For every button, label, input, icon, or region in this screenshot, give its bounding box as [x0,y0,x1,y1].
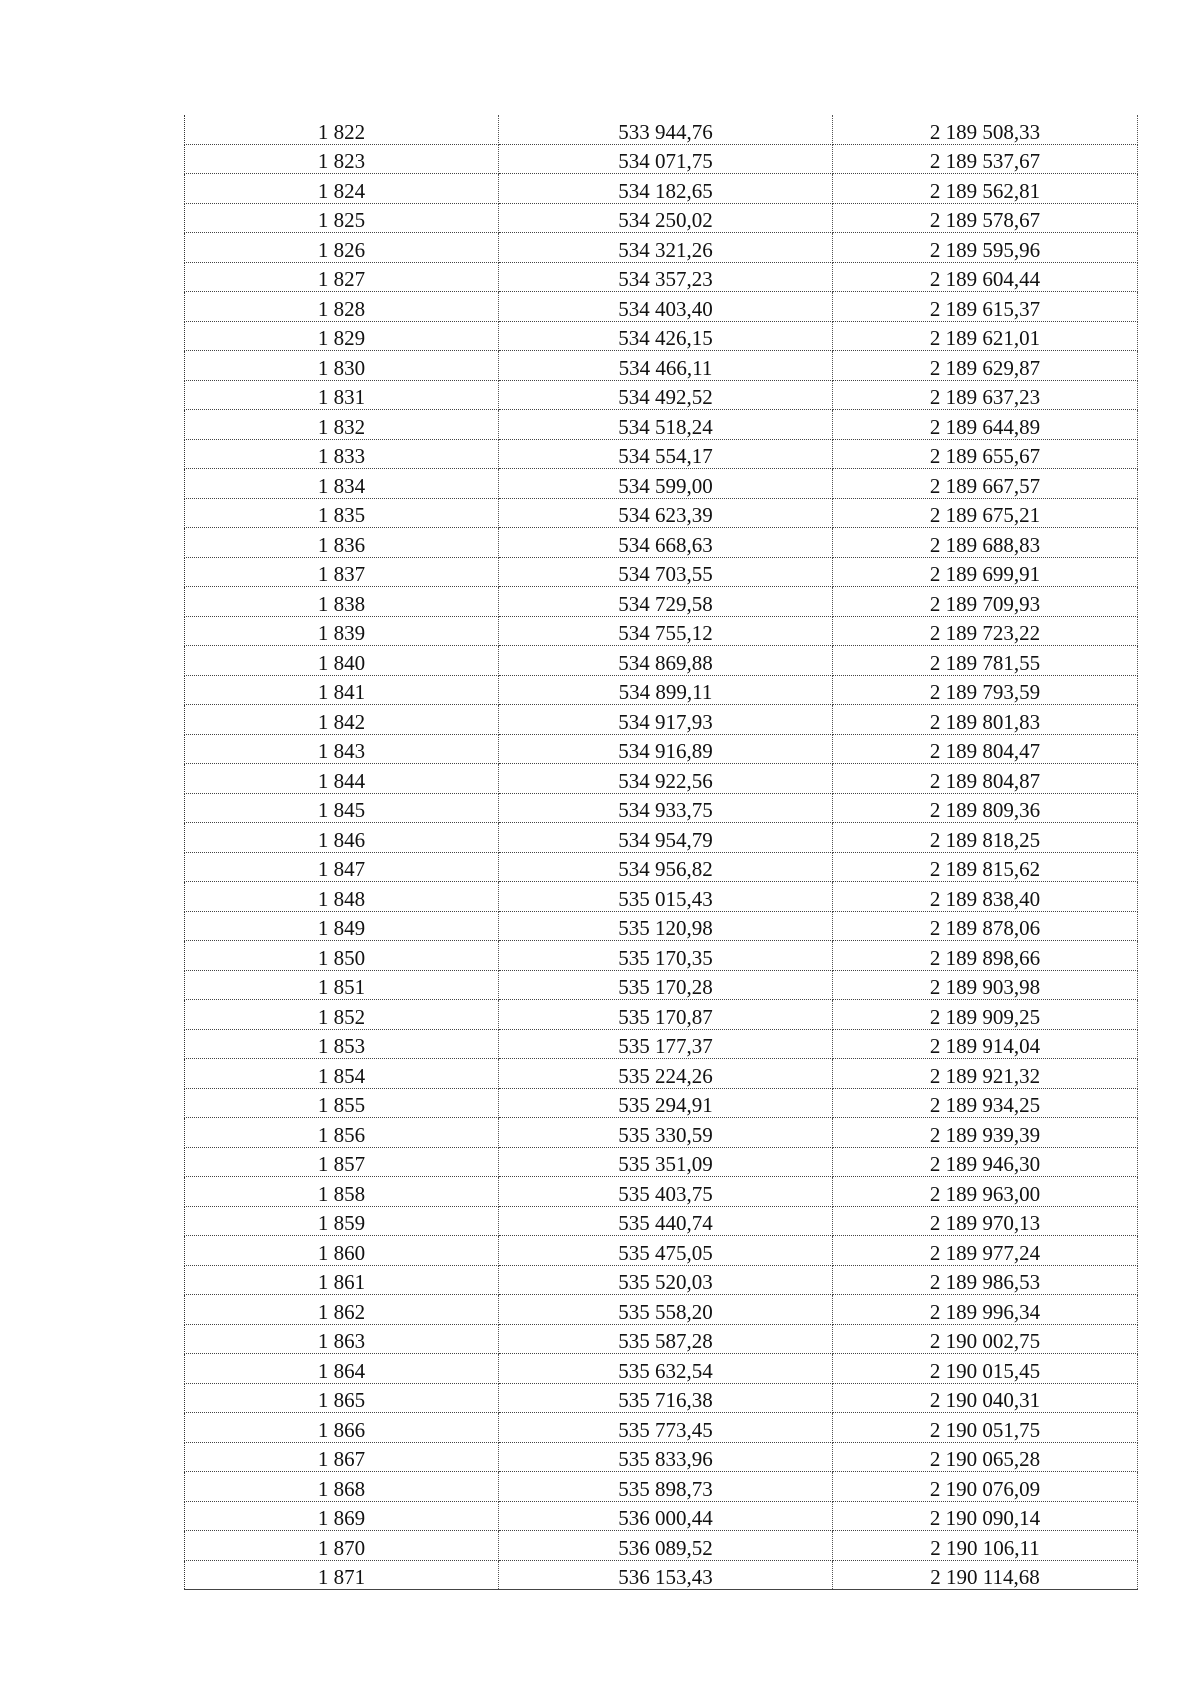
y-coordinate-cell: 2 189 604,44 [833,262,1138,292]
table-row [185,469,1138,499]
point-number-cell: 1 848 [185,882,499,912]
table-row [185,646,1138,676]
point-number-cell: 1 831 [185,380,499,410]
point-number-cell: 1 868 [185,1472,499,1502]
coordinates-table [184,115,1138,1590]
y-coordinate-cell: 2 189 818,25 [833,823,1138,853]
y-coordinate-cell: 2 189 801,83 [833,705,1138,735]
point-number-cell: 1 822 [185,115,499,144]
x-coordinate-cell: 535 440,74 [499,1206,833,1236]
y-coordinate-cell: 2 189 898,66 [833,941,1138,971]
x-coordinate-cell: 534 899,11 [499,675,833,705]
table-row [185,823,1138,853]
x-coordinate-cell: 534 357,23 [499,262,833,292]
point-number-cell: 1 835 [185,498,499,528]
x-coordinate-cell: 535 403,75 [499,1177,833,1207]
x-coordinate-cell: 534 426,15 [499,321,833,351]
x-coordinate-cell: 535 773,45 [499,1413,833,1443]
x-coordinate-cell: 535 015,43 [499,882,833,912]
x-coordinate-cell: 535 558,20 [499,1295,833,1325]
y-coordinate-cell: 2 190 040,31 [833,1383,1138,1413]
x-coordinate-cell: 535 170,87 [499,1000,833,1030]
point-number-cell: 1 850 [185,941,499,971]
y-coordinate-cell: 2 189 963,00 [833,1177,1138,1207]
table-row [185,941,1138,971]
y-coordinate-cell: 2 189 793,59 [833,675,1138,705]
point-number-cell: 1 851 [185,970,499,1000]
y-coordinate-cell: 2 189 615,37 [833,292,1138,322]
table-row [185,144,1138,174]
point-number-cell: 1 827 [185,262,499,292]
table-row [185,380,1138,410]
table-row [185,675,1138,705]
y-coordinate-cell: 2 190 090,14 [833,1501,1138,1531]
table-row [185,1324,1138,1354]
y-coordinate-cell: 2 189 946,30 [833,1147,1138,1177]
table-row [185,439,1138,469]
point-number-cell: 1 856 [185,1118,499,1148]
x-coordinate-cell: 535 520,03 [499,1265,833,1295]
point-number-cell: 1 852 [185,1000,499,1030]
x-coordinate-cell: 535 120,98 [499,911,833,941]
point-number-cell: 1 862 [185,1295,499,1325]
x-coordinate-cell: 534 250,02 [499,203,833,233]
x-coordinate-cell: 534 922,56 [499,764,833,794]
point-number-cell: 1 842 [185,705,499,735]
y-coordinate-cell: 2 189 970,13 [833,1206,1138,1236]
x-coordinate-cell: 535 224,26 [499,1059,833,1089]
table-row [185,970,1138,1000]
point-number-cell: 1 840 [185,646,499,676]
table-row [185,292,1138,322]
point-number-cell: 1 832 [185,410,499,440]
point-number-cell: 1 826 [185,233,499,263]
y-coordinate-cell: 2 189 629,87 [833,351,1138,381]
y-coordinate-cell: 2 189 903,98 [833,970,1138,1000]
point-number-cell: 1 866 [185,1413,499,1443]
y-coordinate-cell: 2 189 699,91 [833,557,1138,587]
table-row [185,351,1138,381]
y-coordinate-cell: 2 190 051,75 [833,1413,1138,1443]
table-row [185,1029,1138,1059]
point-number-cell: 1 854 [185,1059,499,1089]
x-coordinate-cell: 536 089,52 [499,1531,833,1561]
table-row [185,1000,1138,1030]
point-number-cell: 1 829 [185,321,499,351]
y-coordinate-cell: 2 190 076,09 [833,1472,1138,1502]
table-row [185,734,1138,764]
table-row [185,498,1138,528]
x-coordinate-cell: 534 403,40 [499,292,833,322]
y-coordinate-cell: 2 189 709,93 [833,587,1138,617]
point-number-cell: 1 847 [185,852,499,882]
table-row [185,1354,1138,1384]
x-coordinate-cell: 534 956,82 [499,852,833,882]
x-coordinate-cell: 534 321,26 [499,233,833,263]
table-row [185,793,1138,823]
y-coordinate-cell: 2 189 838,40 [833,882,1138,912]
table-row [185,1059,1138,1089]
table-row [185,557,1138,587]
table-row [185,1531,1138,1561]
x-coordinate-cell: 535 587,28 [499,1324,833,1354]
x-coordinate-cell: 534 668,63 [499,528,833,558]
table-row [185,1206,1138,1236]
y-coordinate-cell: 2 189 804,47 [833,734,1138,764]
coordinates-table-body [185,115,1138,1590]
y-coordinate-cell: 2 189 562,81 [833,174,1138,204]
y-coordinate-cell: 2 189 815,62 [833,852,1138,882]
table-row [185,1442,1138,1472]
point-number-cell: 1 833 [185,439,499,469]
table-row [185,852,1138,882]
point-number-cell: 1 860 [185,1236,499,1266]
point-number-cell: 1 867 [185,1442,499,1472]
y-coordinate-cell: 2 189 914,04 [833,1029,1138,1059]
x-coordinate-cell: 536 153,43 [499,1560,833,1590]
y-coordinate-cell: 2 190 065,28 [833,1442,1138,1472]
y-coordinate-cell: 2 189 644,89 [833,410,1138,440]
y-coordinate-cell: 2 189 595,96 [833,233,1138,263]
x-coordinate-cell: 535 833,96 [499,1442,833,1472]
x-coordinate-cell: 535 632,54 [499,1354,833,1384]
table-row [185,616,1138,646]
point-number-cell: 1 857 [185,1147,499,1177]
point-number-cell: 1 836 [185,528,499,558]
table-row [185,1118,1138,1148]
table-row [185,587,1138,617]
table-row [185,1236,1138,1266]
table-row [185,1177,1138,1207]
y-coordinate-cell: 2 189 996,34 [833,1295,1138,1325]
y-coordinate-cell: 2 189 675,21 [833,498,1138,528]
y-coordinate-cell: 2 189 934,25 [833,1088,1138,1118]
table-row [185,1560,1138,1590]
x-coordinate-cell: 533 944,76 [499,115,833,144]
x-coordinate-cell: 534 933,75 [499,793,833,823]
y-coordinate-cell: 2 189 537,67 [833,144,1138,174]
point-number-cell: 1 839 [185,616,499,646]
y-coordinate-cell: 2 190 015,45 [833,1354,1138,1384]
point-number-cell: 1 834 [185,469,499,499]
y-coordinate-cell: 2 189 578,67 [833,203,1138,233]
point-number-cell: 1 871 [185,1560,499,1590]
point-number-cell: 1 824 [185,174,499,204]
x-coordinate-cell: 535 170,28 [499,970,833,1000]
x-coordinate-cell: 534 916,89 [499,734,833,764]
table-row [185,174,1138,204]
x-coordinate-cell: 535 716,38 [499,1383,833,1413]
table-row [185,233,1138,263]
x-coordinate-cell: 536 000,44 [499,1501,833,1531]
table-row [185,410,1138,440]
point-number-cell: 1 823 [185,144,499,174]
point-number-cell: 1 858 [185,1177,499,1207]
point-number-cell: 1 845 [185,793,499,823]
point-number-cell: 1 855 [185,1088,499,1118]
point-number-cell: 1 861 [185,1265,499,1295]
x-coordinate-cell: 534 623,39 [499,498,833,528]
point-number-cell: 1 828 [185,292,499,322]
y-coordinate-cell: 2 189 986,53 [833,1265,1138,1295]
x-coordinate-cell: 534 554,17 [499,439,833,469]
y-coordinate-cell: 2 189 637,23 [833,380,1138,410]
point-number-cell: 1 830 [185,351,499,381]
point-number-cell: 1 869 [185,1501,499,1531]
table-row [185,882,1138,912]
x-coordinate-cell: 535 351,09 [499,1147,833,1177]
table-row [185,528,1138,558]
point-number-cell: 1 853 [185,1029,499,1059]
x-coordinate-cell: 535 898,73 [499,1472,833,1502]
y-coordinate-cell: 2 189 781,55 [833,646,1138,676]
x-coordinate-cell: 534 917,93 [499,705,833,735]
table-row [185,1088,1138,1118]
y-coordinate-cell: 2 189 508,33 [833,115,1138,144]
y-coordinate-cell: 2 190 106,11 [833,1531,1138,1561]
y-coordinate-cell: 2 190 002,75 [833,1324,1138,1354]
x-coordinate-cell: 534 703,55 [499,557,833,587]
y-coordinate-cell: 2 189 667,57 [833,469,1138,499]
point-number-cell: 1 846 [185,823,499,853]
x-coordinate-cell: 535 170,35 [499,941,833,971]
y-coordinate-cell: 2 189 878,06 [833,911,1138,941]
table-row [185,911,1138,941]
table-row [185,1147,1138,1177]
point-number-cell: 1 870 [185,1531,499,1561]
y-coordinate-cell: 2 189 804,87 [833,764,1138,794]
table-row [185,764,1138,794]
y-coordinate-cell: 2 189 909,25 [833,1000,1138,1030]
y-coordinate-cell: 2 189 655,67 [833,439,1138,469]
point-number-cell: 1 837 [185,557,499,587]
x-coordinate-cell: 534 182,65 [499,174,833,204]
x-coordinate-cell: 535 475,05 [499,1236,833,1266]
y-coordinate-cell: 2 189 977,24 [833,1236,1138,1266]
point-number-cell: 1 843 [185,734,499,764]
x-coordinate-cell: 535 177,37 [499,1029,833,1059]
table-row [185,705,1138,735]
y-coordinate-cell: 2 189 723,22 [833,616,1138,646]
table-row [185,1265,1138,1295]
y-coordinate-cell: 2 189 621,01 [833,321,1138,351]
x-coordinate-cell: 534 466,11 [499,351,833,381]
y-coordinate-cell: 2 189 809,36 [833,793,1138,823]
table-row [185,1295,1138,1325]
x-coordinate-cell: 534 599,00 [499,469,833,499]
point-number-cell: 1 825 [185,203,499,233]
y-coordinate-cell: 2 189 921,32 [833,1059,1138,1089]
table-row [185,262,1138,292]
point-number-cell: 1 864 [185,1354,499,1384]
y-coordinate-cell: 2 189 939,39 [833,1118,1138,1148]
table-row [185,203,1138,233]
x-coordinate-cell: 535 294,91 [499,1088,833,1118]
table-row [185,1383,1138,1413]
table-row [185,1413,1138,1443]
x-coordinate-cell: 534 755,12 [499,616,833,646]
x-coordinate-cell: 534 518,24 [499,410,833,440]
point-number-cell: 1 841 [185,675,499,705]
y-coordinate-cell: 2 189 688,83 [833,528,1138,558]
table-row [185,1472,1138,1502]
point-number-cell: 1 844 [185,764,499,794]
x-coordinate-cell: 534 492,52 [499,380,833,410]
table-row [185,1501,1138,1531]
y-coordinate-cell: 2 190 114,68 [833,1560,1138,1590]
x-coordinate-cell: 534 729,58 [499,587,833,617]
x-coordinate-cell: 534 869,88 [499,646,833,676]
point-number-cell: 1 863 [185,1324,499,1354]
point-number-cell: 1 838 [185,587,499,617]
x-coordinate-cell: 534 954,79 [499,823,833,853]
x-coordinate-cell: 534 071,75 [499,144,833,174]
point-number-cell: 1 859 [185,1206,499,1236]
point-number-cell: 1 865 [185,1383,499,1413]
point-number-cell: 1 849 [185,911,499,941]
x-coordinate-cell: 535 330,59 [499,1118,833,1148]
table-row [185,115,1138,144]
table-row [185,321,1138,351]
